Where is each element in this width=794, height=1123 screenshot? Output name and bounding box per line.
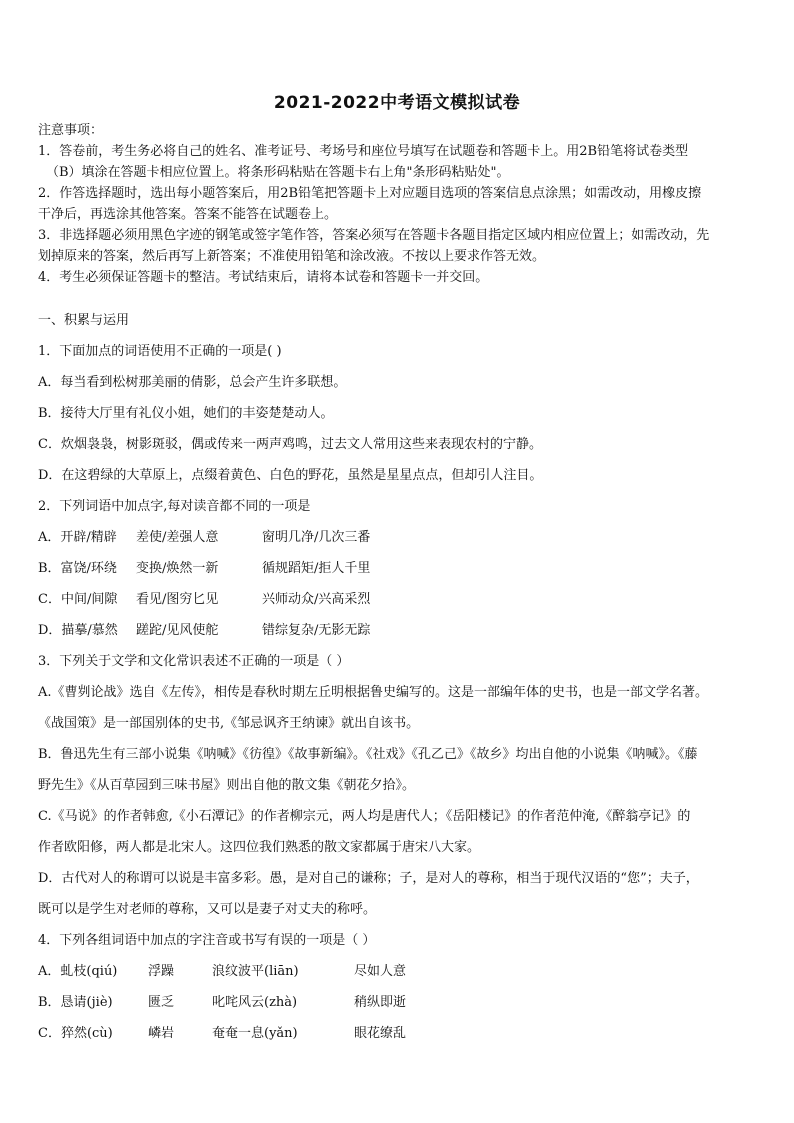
option-cell: B．富饶/环绕 — [38, 561, 117, 576]
question-1-option-b: B．接待大厅里有礼仪小姐，她们的丰姿楚楚动人。 — [38, 406, 334, 421]
option-cell: C．猝然(cù) — [38, 1026, 113, 1041]
option-cell: 眼花缭乱 — [354, 1026, 407, 1041]
page-title: 2021-2022中考语文模拟试卷 — [273, 93, 521, 113]
question-3-line: 野先生》《从百草园到三味书屋》则出自他的散文集《朝花夕拾》。 — [38, 778, 416, 793]
question-3-line: C.《马说》的作者韩愈,《小石潭记》的作者柳宗元，两人均是唐代人；《岳阳楼记》的作者范仲淹,《醉翁亭记》的 — [38, 809, 691, 824]
option-cell: 叱咤风云(zhà) — [212, 995, 298, 1010]
question-2-option-d — [38, 615, 768, 646]
question-1-option-a: A．每当看到松树那美丽的倩影，总会产生许多联想。 — [38, 375, 347, 390]
question-4-option-b — [38, 987, 768, 1018]
option-cell: 浮躁 — [148, 964, 175, 979]
question-body — [38, 305, 768, 1049]
notice-line: 2．作答选择题时，选出每小题答案后，用2B铅笔把答题卡上对应题目选项的答案信息点涂黑；如需改动，用橡皮擦 — [38, 186, 702, 201]
question-4-option-c — [38, 1018, 768, 1049]
question-1-option-c: C．炊烟袅袅，树影斑驳，偶或传来一两声鸡鸣，过去文人常用这些来表现农村的宁静。 — [38, 437, 542, 452]
notice-line: 4．考生必须保证答题卡的整洁。考试结束后，请将本试卷和答题卡一并交回。 — [38, 270, 489, 285]
option-cell: 差使/差强人意 — [136, 530, 219, 545]
option-cell: 匮乏 — [148, 995, 175, 1010]
option-cell: 嶙岩 — [148, 1026, 175, 1041]
option-cell: 浪纹波平(liān) — [212, 964, 299, 979]
notice-heading: 注意事项： — [38, 123, 104, 138]
question-3-line: 既可以是学生对老师的尊称，又可以是妻子对丈夫的称呼。 — [38, 902, 377, 917]
question-2-stem: 2．下列词语中加点字,每对读音都不同的一项是 — [38, 499, 311, 514]
question-3-line: D．古代对人的称谓可以说是丰富多彩。愚，是对自己的谦称；子，是对人的尊称，相当于现代汉语的“您”；夫子， — [38, 871, 699, 886]
option-cell: A．虬枝(qiú) — [38, 964, 118, 979]
notice-line: 划掉原来的答案，然后再写上新答案；不准使用铅笔和涂改液。不按以上要求作答无效。 — [38, 249, 546, 264]
question-3-stem: 3．下列关于文学和文化常识表述不正确的一项是（ ） — [38, 654, 350, 669]
question-2-option-b — [38, 553, 768, 584]
option-cell: 兴师动众/兴高采烈 — [262, 592, 371, 607]
question-2-option-a — [38, 522, 768, 553]
option-cell: 错综复杂/无影无踪 — [262, 623, 371, 638]
option-cell: 尽如人意 — [354, 964, 407, 979]
notice-line: 1．答卷前，考生务必将自己的姓名、准考证号、考场号和座位号填写在试题卷和答题卡上。用2B铅笔将试卷类型 — [38, 144, 689, 159]
notice-block — [38, 120, 768, 288]
option-cell: 循规蹈矩/拒人千里 — [262, 561, 371, 576]
question-1-stem: 1．下面加点的词语使用不正确的一项是( ) — [38, 344, 282, 359]
option-cell: 看见/图穷匕见 — [136, 592, 219, 607]
question-4-stem: 4．下列各组词语中加点的字注音或书写有误的一项是（ ） — [38, 933, 376, 948]
notice-line: 3．非选择题必须用黑色字迹的钢笔或签字笔作答，答案必须写在答题卡各题目指定区域内相应位置上；如需改动，先 — [38, 228, 710, 243]
notice-line: （B）填涂在答题卡相应位置上。将条形码粘贴在答题卡右上角"条形码粘贴处"。 — [46, 165, 510, 180]
option-cell: 变换/焕然一新 — [136, 561, 219, 576]
question-3-line: 《战国策》是一部国别体的史书,《邹忌讽齐王纳谏》就出自该书。 — [38, 716, 420, 731]
question-2-option-c — [38, 584, 768, 615]
option-cell: C．中间/间隙 — [38, 592, 118, 607]
option-cell: A．开辟/精辟 — [38, 530, 117, 545]
question-1-option-d: D．在这碧绿的大草原上，点缀着黄色、白色的野花，虽然是星星点点，但却引人注目。 — [38, 468, 543, 483]
section-heading: 一、积累与运用 — [38, 313, 130, 328]
option-cell: B．恳请(jiè) — [38, 995, 113, 1010]
question-3-line: A.《曹刿论战》选自《左传》，相传是春秋时期左丘明根据鲁史编写的。这是一部编年体的史书，也是一部文学名著。 — [38, 685, 709, 700]
option-cell: 奄奄一息(yǎn) — [212, 1026, 298, 1041]
notice-line: 干净后，再选涂其他答案。答案不能答在试题卷上。 — [38, 207, 338, 222]
option-cell: 蹉跎/见风使舵 — [136, 623, 219, 638]
option-cell: D．描摹/慕然 — [38, 623, 118, 638]
option-cell: 稍纵即逝 — [354, 995, 407, 1010]
question-3-line: 作者欧阳修，两人都是北宋人。这四位我们熟悉的散文家都属于唐宋八大家。 — [38, 840, 481, 855]
question-3-line: B．鲁迅先生有三部小说集《呐喊》《彷徨》《故事新编》。《社戏》《孔乙己》《故乡》均出自他的小说集《呐喊》。《藤 — [38, 747, 698, 762]
question-4-option-a — [38, 956, 768, 987]
option-cell: 窗明几净/几次三番 — [262, 530, 371, 545]
